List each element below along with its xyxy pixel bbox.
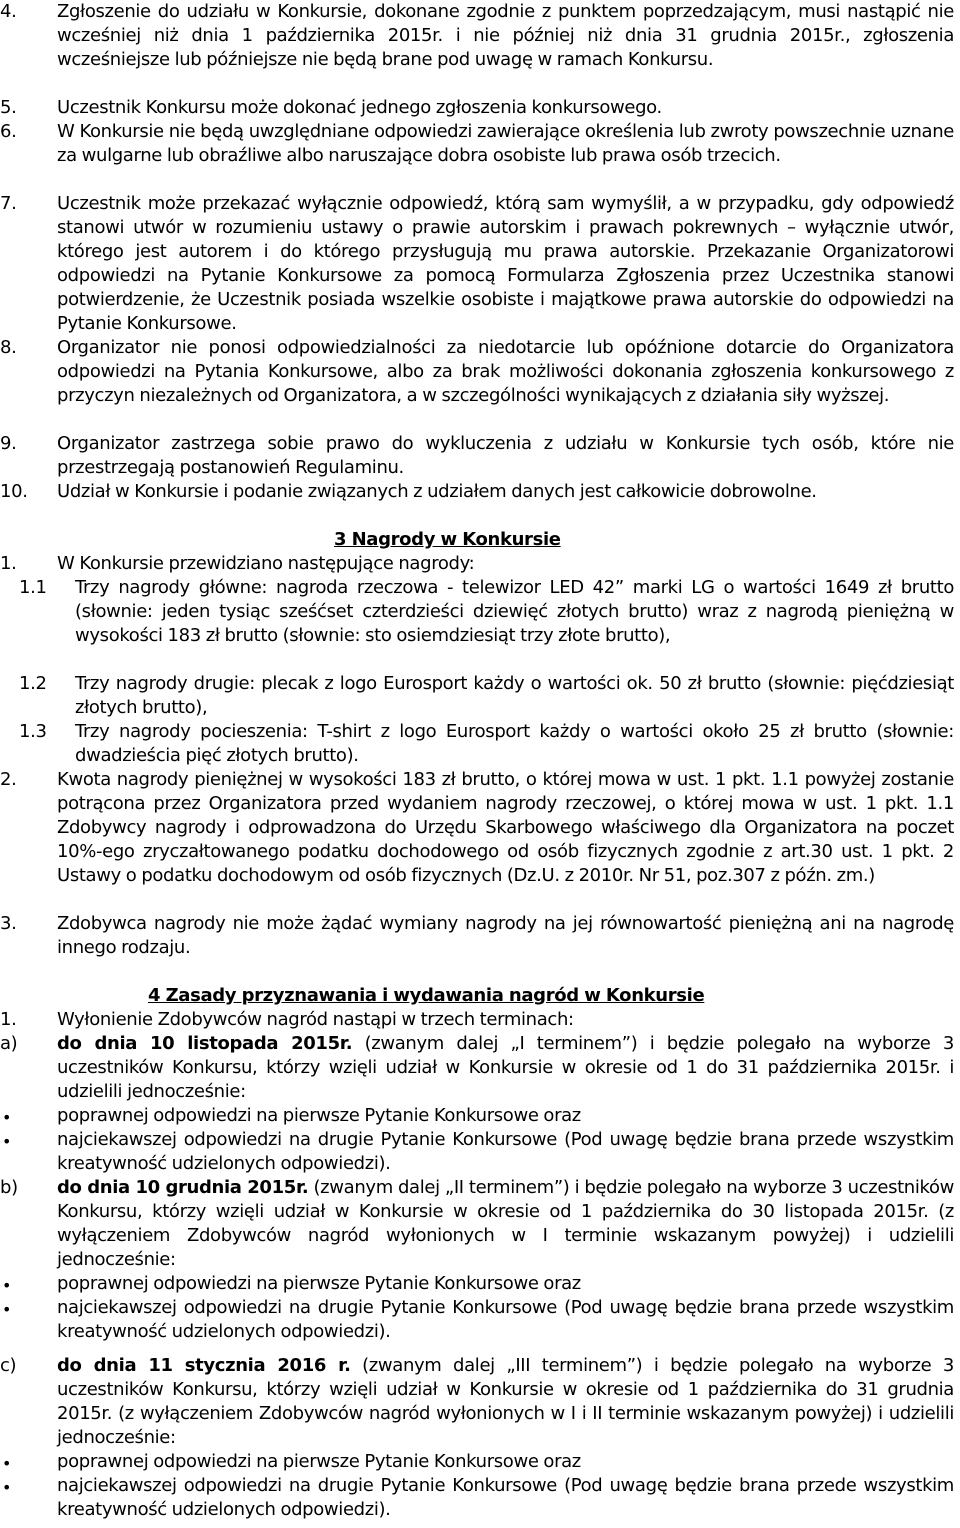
bullet-text: najciekawszej odpowiedzi na drugie Pytanie Konkursowe (Pod uwagę będzie brana przede wszystkim kreatywność udzielonych odpowiedzi).	[57, 1297, 954, 1342]
item-text: Trzy nagrody główne: nagroda rzeczowa - telewizor LED 42” marki LG o wartości 1649 zł brutto (słownie: jeden tysiąc sześćset czterdzieści dziewięć złotych brutto) wraz z nagrodą pieniężną w wysokości 183 zł brutto (słownie: sto osiemdziesiąt trzy złote brutto),	[75, 577, 954, 646]
item-number: 1.2	[19, 673, 47, 694]
item-number: 5.	[0, 97, 17, 118]
item-text: W Konkursie nie będą uwzględniane odpowiedzi zawierające określenia lub zwroty powszechnie uznane za wulgarne lub obraźliwe albo naruszające dobra osobiste lub prawa osób trzecich.	[57, 121, 954, 166]
item-number: 9.	[0, 433, 17, 454]
term-item	[0, 1032, 954, 1104]
bullet-item	[0, 1450, 954, 1474]
list-item	[0, 552, 954, 576]
item-text: Organizator zastrzega sobie prawo do wykluczenia z udziału w Konkursie tych osób, które nie przestrzegają postanowień Regulaminu.	[57, 433, 954, 478]
bullet-icon: •	[2, 1478, 12, 1497]
item-number: 1.1	[19, 577, 47, 598]
item-number: 2.	[0, 769, 17, 790]
term-text	[57, 1176, 954, 1272]
list-item	[0, 96, 954, 120]
item-text: Uczestnik Konkursu może dokonać jednego zgłoszenia konkursowego.	[57, 97, 662, 118]
item-number: 6.	[0, 121, 17, 142]
item-text: Udział w Konkursie i podanie związanych z udziałem danych jest całkowicie dobrowolne.	[57, 481, 817, 502]
item-number: 3.	[0, 913, 17, 934]
bullet-item	[0, 1128, 954, 1176]
bullet-text: poprawnej odpowiedzi na pierwsze Pytanie Konkursowe oraz	[57, 1105, 581, 1126]
item-text: W Konkursie przewidziano następujące nagrody:	[57, 553, 475, 574]
bullet-text: poprawnej odpowiedzi na pierwsze Pytanie Konkursowe oraz	[57, 1273, 581, 1294]
list-item	[0, 768, 954, 888]
item-text: Zgłoszenie do udziału w Konkursie, dokonane zgodnie z punktem poprzedzającym, musi nastąpić nie wcześniej niż dnia 1 października 2015r. i nie później niż dnia 31 grudnia 2015r., zgłoszenia wcześniejsze lub późniejsze nie będą brane pod uwagę w ramach Konkursu.	[57, 1, 954, 70]
section-heading: 3 Nagrody w Konkursie	[334, 529, 561, 550]
bullet-icon: •	[2, 1276, 12, 1295]
list-item	[0, 120, 954, 168]
item-text: Zdobywca nagrody nie może żądać wymiany nagrody na jej równowartość pieniężną ani na nagrodę innego rodzaju.	[57, 913, 954, 958]
item-number: 1.3	[19, 721, 47, 742]
item-text: Organizator nie ponosi odpowiedzialności za niedotarcie lub opóźnione dotarcie do Organizatora odpowiedzi na Pytania Konkursowe, albo za brak możliwości dokonania zgłoszenia konkursowego z przyczyn niezależnych od Organizatora, a w szczególności wynikających z działania siły wyższej.	[57, 337, 954, 406]
term-item	[0, 1176, 954, 1272]
term-letter: b)	[0, 1177, 18, 1198]
item-text: Trzy nagrody pocieszenia: T-shirt z logo Eurosport każdy o wartości około 25 zł brutto (słownie: dwadzieścia pięć złotych brutto).	[75, 721, 954, 766]
bullet-item	[0, 1272, 954, 1296]
item-number: 8.	[0, 337, 17, 358]
term-item	[0, 1354, 954, 1450]
bullet-icon: •	[2, 1300, 12, 1319]
bullet-text: najciekawszej odpowiedzi na drugie Pytanie Konkursowe (Pod uwagę będzie brana przede wszystkim kreatywność udzielonych odpowiedzi).	[57, 1475, 954, 1520]
item-number: 7.	[0, 193, 17, 214]
sub-list-item	[0, 576, 954, 648]
list-item	[0, 1008, 954, 1032]
item-number: 1.	[0, 1009, 17, 1030]
term-text	[57, 1354, 954, 1450]
item-number: 1.	[0, 553, 17, 574]
bullet-icon: •	[2, 1454, 12, 1473]
section-heading: 4 Zasady przyznawania i wydawania nagród w Konkursie	[148, 985, 705, 1006]
list-item	[0, 432, 954, 480]
bullet-icon: •	[2, 1108, 12, 1127]
item-text: Trzy nagrody drugie: plecak z logo Eurosport każdy o wartości ok. 50 zł brutto (słownie: pięćdziesiąt złotych brutto),	[75, 673, 954, 718]
term-date: do dnia 10 listopada 2015r.	[57, 1033, 353, 1054]
term-letter: a)	[0, 1033, 18, 1054]
bullet-icon: •	[2, 1132, 12, 1151]
sub-list-item	[0, 720, 954, 768]
list-item	[0, 336, 954, 408]
bullet-item	[0, 1104, 954, 1128]
item-text: Kwota nagrody pieniężnej w wysokości 183 zł brutto, o której mowa w ust. 1 pkt. 1.1 powyżej zostanie potrącona przez Organizatora przed wydaniem nagrody rzeczowej, o której mowa w ust. 1 pkt. 1.1 Zdobywcy nagrody i odprowadzona do Urzędu Skarbowego właściwego dla Organizatora na poczet 10%-ego zryczałtowanego podatku dochodowego od osób fizycznych zgodnie z art.30 ust. 1 pkt. 2 Ustawy o podatku dochodowym od osób fizycznych (Dz.U. z 2010r. Nr 51, poz.307 z późn. zm.)	[57, 769, 954, 886]
item-number: 4.	[0, 1, 17, 22]
term-description: (zwanym dalej „III terminem”) i będzie polegało na wyborze 3 uczestników Konkursu, którzy wzięli udział w Konkursie w okresie od 1 października do 31 grudnia 2015r. (z wyłączeniem Zdobywców nagród wyłonionych w I i II terminie wskazanym powyżej) i udzielili jednocześnie:	[57, 1355, 954, 1448]
term-text	[57, 1032, 954, 1104]
item-text: Uczestnik może przekazać wyłącznie odpowiedź, którą sam wymyślił, a w przypadku, gdy odpowiedź stanowi utwór w rozumieniu ustawy o prawie autorskim i prawach pokrewnych – wyłącznie utwór, którego jest autorem i do którego przysługują mu prawa autorskie. Przekazanie Organizatorowi odpowiedzi na Pytanie Konkursowe za pomocą Formularza Zgłoszenia przez Uczestnika stanowi potwierdzenie, że Uczestnik posiada wszelkie osobiste i majątkowe prawa autorskie do odpowiedzi na Pytanie Konkursowe.	[57, 193, 954, 334]
term-date: do dnia 11 stycznia 2016 r.	[57, 1355, 351, 1376]
list-item	[0, 912, 954, 960]
list-item	[0, 192, 954, 336]
item-text: Wyłonienie Zdobywców nagród nastąpi w trzech terminach:	[57, 1009, 574, 1030]
term-description: (zwanym dalej „II terminem”) i będzie polegało na wyborze 3 uczestników Konkursu, którzy wzięli udział w Konkursie w okresie od 1 października do 30 listopada 2015r. (z wyłączeniem Zdobywców nagród wyłonionych w I terminie wskazanym powyżej) i udzielili jednocześnie:	[57, 1177, 954, 1270]
bullet-item	[0, 1296, 954, 1344]
bullet-text: najciekawszej odpowiedzi na drugie Pytanie Konkursowe (Pod uwagę będzie brana przede wszystkim kreatywność udzielonych odpowiedzi).	[57, 1129, 954, 1174]
bullet-text: poprawnej odpowiedzi na pierwsze Pytanie Konkursowe oraz	[57, 1451, 581, 1472]
term-date: do dnia 10 grudnia 2015r.	[57, 1177, 309, 1198]
term-description: (zwanym dalej „I terminem”) i będzie polegało na wyborze 3 uczestników Konkursu, którzy wzięli udział w Konkursie w okresie od 1 do 31 października 2015r. i udzielili jednocześnie:	[57, 1033, 954, 1102]
list-item	[0, 0, 954, 72]
list-item	[0, 480, 954, 504]
item-number: 10.	[0, 481, 28, 502]
term-letter: c)	[0, 1355, 17, 1376]
sub-list-item	[0, 672, 954, 720]
bullet-item	[0, 1474, 954, 1522]
